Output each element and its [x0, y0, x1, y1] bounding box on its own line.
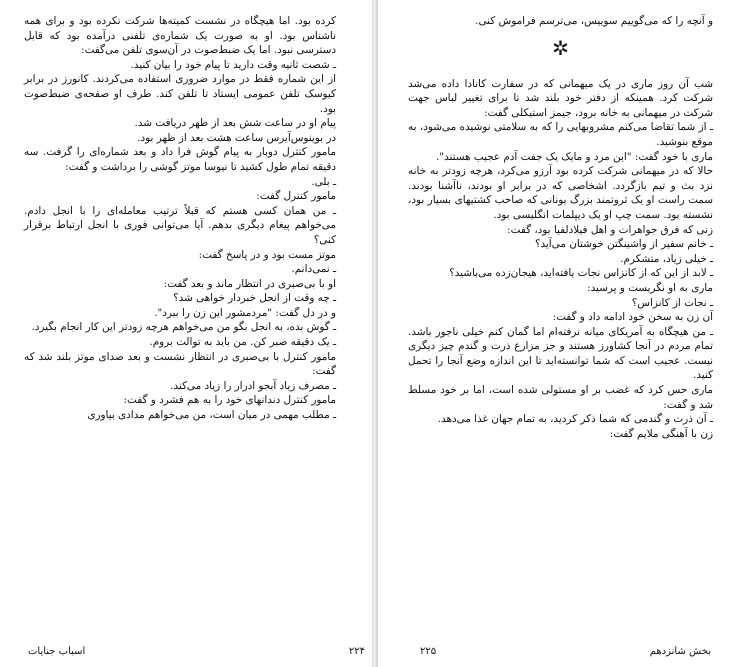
left-paragraph: مامور کنترل با بی‌صبری در انتظار نشست و بعد صدای موتز بلند شد که گفت:	[24, 350, 336, 378]
left-paragraph: مامور کنترل گفت:	[256, 190, 336, 203]
right-page-number-text: ۲۲۵	[420, 646, 437, 657]
left-paragraph: مامور کنترل دوبار به پیام گوش فرا داد و بعد شماره‌ای را گرفت. سه دقیقه تمام طول کشید تا نیوسا موتز گوشی را برداشت و گفت:	[24, 146, 336, 173]
left-footer-title: اسباب جنایات	[28, 646, 86, 657]
left-paragraph: ـ من همان کسی هستم که قبلاً ترتیب معامله‌ای را با انجل دادم. می‌خواهم پیغام دیگری بدهم. آیا می‌توانی فوری با انجل ارتباط برقرار کنی؟	[24, 204, 336, 246]
left-paragraph: از این شماره فقط در موارد ضروری استفاده می‌کردند. کانورز در برابر کیوسک تلفن عمومی ایستاد تا تلفن کند. طرف او صفحه‌ی ضبط‌صوت بود.	[24, 73, 336, 115]
right-paragraph: ـ از شما تقاضا می‌کنم مشروبهایی را که به سلامتی نوشیده می‌شود، به موقع بنوشید.	[408, 121, 713, 148]
right-opening-lines: و آنچه را که می‌گوییم سوییس، می‌ترسم فراموش کنی.	[475, 15, 713, 27]
right-page	[378, 0, 747, 667]
right-paragraph: ماری حس کرد که غضب بر او مستولی شده است، اما بر خود مسلط شد و گفت:	[408, 384, 713, 411]
left-paragraph: موتز مست بود و در پاسخ گفت:	[198, 248, 336, 261]
right-paragraph: شب آن روز ماری در یک میهمانی که در سفارت کانادا داده می‌شد شرکت کرد. همینکه از دفتر خود بلند شد تا برای تغییر لباس جهت شرکت در میهمانی به خانه برود، جیمز استیکلی گفت:	[408, 77, 713, 119]
section-separator-star-icon: ✲	[552, 35, 569, 60]
right-paragraph: آن زن به سخن خود ادامه داد و گفت:	[552, 311, 713, 324]
right-paragraph: ـ خیلی زیاد، متشکرم.	[620, 252, 713, 265]
left-running-footer	[28, 646, 108, 657]
left-paragraph: ـ یک دقیقه صبر کن. من باید به توالت بروم.	[149, 336, 336, 349]
right-paragraph: ـ لابد از این که از کانزاس نجات یافته‌اید، هیجان‌زده می‌باشید؟	[449, 267, 713, 280]
right-paragraph: ـ آن ذرت و گندمی که شما ذکر کردید، به تمام جهان غذا می‌دهد.	[437, 413, 713, 426]
right-paragraph: ماری با خود گفت: "این مرد و مایک یک جفت آدم عجیب هستند".	[435, 150, 713, 163]
right-paragraph: زنی که فرق جواهرات و اهل فیلادلفیا بود، گفت:	[507, 223, 713, 236]
right-paragraph: ـ نجات از کانزاس؟	[631, 296, 713, 309]
right-page-text	[408, 14, 713, 441]
left-page	[0, 0, 372, 667]
right-paragraph: حالا که در میهمانی شرکت کرده بود آرزو می‌کرد، هرچه زودتر به خانه نزد بث و تیم بازگردد. اشخاصی که در برابر او بودند، ناآشنا بودند. سمت راست او یک ثروتمند بزرگ یونانی که صاحب کشتیهای بسیار بود، نشسته بود. سمت چپ او یک دیپلمات انگلیسی بود.	[408, 165, 713, 221]
left-paragraph: ـ نمی‌دانم.	[291, 263, 336, 276]
right-paragraph: ـ من هیچگاه به آمریکای میانه نرفته‌ام اما گمان کنم خیلی ناجور باشد. تمام مردم در آنجا کشاورز هستند و جز مزارع ذرت و گندم چیز دیگری نیست. عجیب است که شما توانسته‌اید تا این اندازه وضع آنجا را تحمل کنید.	[408, 325, 713, 382]
left-paragraph: پیام او در ساعت شش بعد از ظهر دریافت شد.	[134, 117, 336, 130]
left-paragraph: ـ مصرف زیاد آبجو ادرار را زیاد می‌کند.	[170, 379, 336, 392]
left-paragraph: کرده بود. اما هیچگاه در نشست کمیته‌ها شرکت نکرده بود و برای همه ناشناس بود. او به صورت یک شماره‌ی تلفنی درآمده بود که قابل دسترسی نبود. اما یک ضبط‌صوت در آن‌سوی تلفن می‌گفت:	[24, 15, 336, 57]
left-paragraph: ـ گوش بده، به انجل بگو من می‌خواهم هرچه زودتر این کار انجام بگیرد.	[31, 321, 336, 334]
left-paragraph: ـ بلی.	[311, 175, 336, 188]
left-paragraph: و در دل گفت: "مردمشور این زن را ببرد".	[154, 306, 336, 319]
left-paragraph: مامور کنترل دندانهای خود را به هم فشرد و گفت:	[123, 394, 336, 407]
left-paragraph: ـ مطلب مهمی در میان است، من می‌خواهم مدادی بیاوری	[87, 409, 336, 422]
right-paragraph: ماری به او نگریست و پرسید:	[587, 281, 713, 294]
left-paragraph: ـ شصت ثانیه وقت دارید تا پیام خود را بیان کنید.	[130, 58, 336, 71]
right-paragraph: زن با آهنگی ملایم گفت:	[609, 427, 713, 440]
left-paragraph: در بوینوس‌آیرس ساعت هشت بعد از ظهر بود.	[137, 131, 336, 144]
left-page-number	[305, 646, 365, 657]
left-page-text	[24, 14, 336, 423]
left-paragraph: ـ چه وقت از انجل خبردار خواهی شد؟	[173, 292, 336, 305]
right-footer-title: بخش شانزدهم	[649, 646, 711, 657]
left-paragraph: او با بی‌صبری در انتظار ماند و بعد گفت:	[163, 277, 336, 290]
right-page-number	[420, 646, 480, 657]
left-page-number-text: ۲۲۴	[348, 646, 365, 657]
right-running-footer	[621, 646, 711, 657]
right-paragraph: ـ خانم سفیر از واشینگتن خوشتان می‌آید؟	[534, 238, 713, 251]
